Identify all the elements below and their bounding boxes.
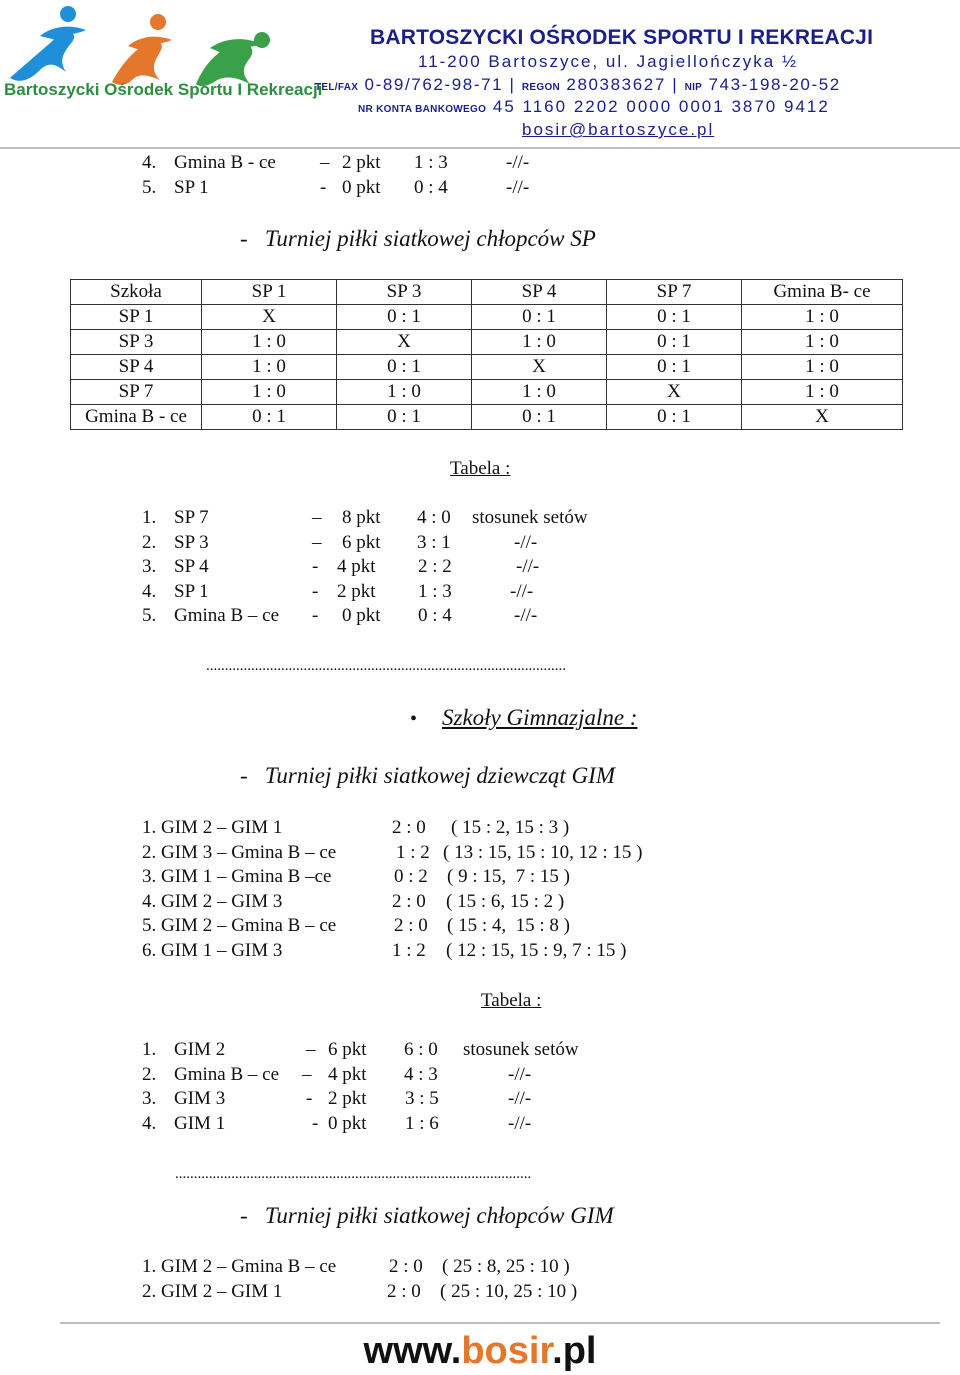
standings-num: 1. <box>142 1039 157 1060</box>
org-account-line <box>358 97 830 117</box>
grid-cell: X <box>337 330 472 355</box>
standings-num: 1. <box>142 507 157 528</box>
standings-note: -//- <box>514 532 538 553</box>
match-teams: 2. GIM 2 – GIM 1 <box>142 1281 283 1302</box>
standings-num: 4. <box>142 581 157 602</box>
standings-team: GIM 3 <box>174 1088 226 1109</box>
standings-dash: – <box>302 1064 312 1085</box>
grid-cell: 1 : 0 <box>202 380 337 405</box>
match-sets: ( 12 : 15, 15 : 9, 7 : 15 ) <box>446 940 627 961</box>
org-title: BARTOSZYCKI OŚRODEK SPORTU I REKREACJI <box>370 26 874 49</box>
standings-num: 2. <box>142 532 157 553</box>
footer-www: www. <box>363 1330 462 1372</box>
standings-title: Tabela : <box>450 458 511 479</box>
separator: | <box>509 75 516 94</box>
grid-cell: 0 : 1 <box>472 405 607 430</box>
standings-dash: - <box>306 1088 313 1109</box>
grid-cell: X <box>202 305 337 330</box>
grid-cell: 1 : 0 <box>472 380 607 405</box>
row-num: 4. <box>142 152 157 173</box>
grid-cell: SP 1 <box>71 305 202 330</box>
standings-dash: – <box>306 1039 316 1060</box>
standings-team: SP 7 <box>174 507 209 528</box>
grid-row <box>71 305 903 330</box>
grid-header-cell: SP 3 <box>337 280 472 305</box>
prev-standings-dash: - <box>320 177 327 198</box>
grid-cell: 1 : 0 <box>202 330 337 355</box>
grid-row <box>71 355 903 380</box>
section-heading-gim: Szkoły Gimnazjalne : <box>442 705 638 730</box>
standings-team: SP 1 <box>174 581 209 602</box>
standings-sets: 4 : 3 <box>404 1064 438 1085</box>
standings-num: 3. <box>142 556 157 577</box>
standings-sets: 6 : 0 <box>404 1039 438 1060</box>
standings-dash: – <box>312 507 322 528</box>
dotted-separator: ............................................................................................... <box>175 1166 532 1182</box>
grid-row <box>71 330 903 355</box>
grid-header-cell: SP 7 <box>607 280 742 305</box>
grid-cell: SP 3 <box>71 330 202 355</box>
separator: | <box>672 75 679 94</box>
match-score: 2 : 0 <box>394 915 428 936</box>
email-link[interactable]: bosir@bartoszyce.pl <box>522 120 715 139</box>
footer-tld: .pl <box>552 1330 597 1372</box>
grid-cell: SP 7 <box>71 380 202 405</box>
results-grid <box>70 279 903 430</box>
standings-sets: 4 : 0 <box>417 507 451 528</box>
footer-divider <box>60 1322 940 1324</box>
match-score: 1 : 2 <box>396 842 430 863</box>
grid-cell: X <box>472 355 607 380</box>
grid-cell: X <box>607 380 742 405</box>
match-score: 2 : 0 <box>389 1256 423 1277</box>
regon-label: REGON <box>521 82 561 93</box>
standings-num: 5. <box>142 605 157 626</box>
match-teams: 1. GIM 2 – GIM 1 <box>142 817 283 838</box>
standings-sets: 0 : 4 <box>418 605 452 626</box>
standings-dash: – <box>312 532 322 553</box>
org-address: 11-200 Bartoszyce, ul. Jagiellończyka ½ <box>418 52 799 71</box>
standings-pts: 8 pkt <box>342 507 381 528</box>
match-score: 2 : 0 <box>387 1281 421 1302</box>
grid-cell: 0 : 1 <box>607 355 742 380</box>
grid-cell: 0 : 1 <box>472 305 607 330</box>
match-teams: 4. GIM 2 – GIM 3 <box>142 891 283 912</box>
standings-note: -//- <box>516 556 540 577</box>
prev-standings-sets: 0 : 4 <box>414 177 448 198</box>
grid-cell: 1 : 0 <box>742 330 903 355</box>
prev-standings-team: Gmina B - ce <box>174 152 276 173</box>
standings-team: Gmina B – ce <box>174 1064 280 1085</box>
account-label: NR KONTA BANKOWEGO <box>358 104 487 115</box>
grid-cell: 0 : 1 <box>607 330 742 355</box>
standings-note: -//- <box>514 605 538 626</box>
grid-cell: SP 4 <box>71 355 202 380</box>
match-sets: ( 25 : 8, 25 : 10 ) <box>442 1256 570 1277</box>
prev-standings-pts: 2 pkt <box>342 152 381 173</box>
standings-pts: 0 pkt <box>342 605 381 626</box>
standings-note: stosunek setów <box>463 1039 579 1060</box>
standings-pts: 0 pkt <box>328 1113 367 1134</box>
bullet-icon: • <box>410 708 418 730</box>
standings-num: 4. <box>142 1113 157 1134</box>
match-sets: ( 15 : 6, 15 : 2 ) <box>446 891 565 912</box>
standings-team: GIM 1 <box>174 1113 226 1134</box>
standings-sets: 1 : 3 <box>418 581 452 602</box>
standings-pts: 2 pkt <box>337 581 376 602</box>
org-contact-line <box>315 75 841 95</box>
grid-header-cell: SP 4 <box>472 280 607 305</box>
regon-value: 280383627 <box>566 75 666 94</box>
prev-standings-note: -//- <box>506 152 530 173</box>
standings-sets: 3 : 1 <box>417 532 451 553</box>
grid-header-cell: Szkoła <box>71 280 202 305</box>
standings-pts: 4 pkt <box>328 1064 367 1085</box>
grid-cell: 0 : 1 <box>337 355 472 380</box>
grid-cell: 1 : 0 <box>472 330 607 355</box>
logo <box>0 0 323 110</box>
nip-value: 743-198-20-52 <box>708 75 841 94</box>
match-sets: ( 15 : 4, 15 : 8 ) <box>447 915 570 936</box>
match-teams: 6. GIM 1 – GIM 3 <box>142 940 283 961</box>
standings-team: SP 3 <box>174 532 209 553</box>
standings-pts: 6 pkt <box>342 532 381 553</box>
standings-dash: - <box>312 556 319 577</box>
standings-sets: 2 : 2 <box>418 556 452 577</box>
grid-header-row <box>71 280 903 305</box>
footer-brand: bosir <box>461 1330 553 1372</box>
match-teams: 5. GIM 2 – Gmina B – ce <box>142 915 337 936</box>
match-score: 2 : 0 <box>392 891 426 912</box>
account-value: 45 1160 2202 0000 0001 3870 9412 <box>492 97 830 116</box>
standings-num: 3. <box>142 1088 157 1109</box>
grid-cell: X <box>742 405 903 430</box>
match-sets: ( 13 : 15, 15 : 10, 12 : 15 ) <box>443 842 643 863</box>
standings-dash: - <box>312 581 319 602</box>
grid-header-cell: SP 1 <box>202 280 337 305</box>
standings-note: -//- <box>508 1113 532 1134</box>
nip-label: NIP <box>684 82 703 93</box>
grid-cell: 0 : 1 <box>202 405 337 430</box>
standings-team: Gmina B – ce <box>174 605 280 626</box>
prev-standings-team: SP 1 <box>174 177 209 198</box>
standings-note: stosunek setów <box>472 507 588 528</box>
grid-header-cell: Gmina B- ce <box>742 280 903 305</box>
standings-num: 2. <box>142 1064 157 1085</box>
tel-label: TEL/FAX <box>315 82 359 93</box>
match-teams: 2. GIM 3 – Gmina B – ce <box>142 842 337 863</box>
grid-cell: 0 : 1 <box>607 405 742 430</box>
match-teams: 3. GIM 1 – Gmina B –ce <box>142 866 332 887</box>
standings-note: -//- <box>510 581 534 602</box>
grid-cell: 1 : 0 <box>742 355 903 380</box>
standings-dash: - <box>312 1113 319 1134</box>
standings-pts: 2 pkt <box>328 1088 367 1109</box>
match-score: 1 : 2 <box>392 940 426 961</box>
standings-sets: 3 : 5 <box>405 1088 439 1109</box>
runners-logo-icon <box>0 0 290 90</box>
grid-row <box>71 380 903 405</box>
prev-standings-pts: 0 pkt <box>342 177 381 198</box>
standings-team: SP 4 <box>174 556 209 577</box>
standings-note: -//- <box>508 1064 532 1085</box>
prev-standings-row <box>142 152 156 174</box>
grid-cell: 1 : 0 <box>337 380 472 405</box>
section-heading-boys-sp: - Turniej piłki siatkowej chłopców SP <box>240 226 596 251</box>
standings-title: Tabela : <box>481 990 542 1011</box>
standings-dash: - <box>312 605 319 626</box>
header-divider <box>0 147 960 149</box>
match-score: 0 : 2 <box>394 866 428 887</box>
match-sets: ( 15 : 2, 15 : 3 ) <box>451 817 570 838</box>
prev-standings-row-num: 5. <box>142 177 157 198</box>
prev-standings-sets: 1 : 3 <box>414 152 448 173</box>
standings-note: -//- <box>508 1088 532 1109</box>
grid-cell: Gmina B - ce <box>71 405 202 430</box>
match-sets: ( 9 : 15, 7 : 15 ) <box>447 866 570 887</box>
grid-cell: 1 : 0 <box>202 355 337 380</box>
standings-pts: 4 pkt <box>337 556 376 577</box>
grid-cell: 0 : 1 <box>337 305 472 330</box>
standings-team: GIM 2 <box>174 1039 226 1060</box>
footer-website-link[interactable] <box>0 1330 960 1373</box>
section-heading-boys-gim: - Turniej piłki siatkowej chłopców GIM <box>240 1203 614 1228</box>
grid-cell: 1 : 0 <box>742 305 903 330</box>
section-heading-girls-gim: - Turniej piłki siatkowej dziewcząt GIM <box>240 763 615 788</box>
match-score: 2 : 0 <box>392 817 426 838</box>
dotted-separator: ................................................................................................ <box>206 658 566 674</box>
match-sets: ( 25 : 10, 25 : 10 ) <box>440 1281 578 1302</box>
grid-cell: 0 : 1 <box>607 305 742 330</box>
prev-standings-note: -//- <box>506 177 530 198</box>
match-teams: 1. GIM 2 – Gmina B – ce <box>142 1256 337 1277</box>
standings-sets: 1 : 6 <box>405 1113 439 1134</box>
prev-standings-dash: – <box>320 152 330 173</box>
grid-cell: 0 : 1 <box>337 405 472 430</box>
grid-cell: 1 : 0 <box>742 380 903 405</box>
logo-text: Bartoszycki Ośrodek Sportu I Rekreacji <box>4 80 323 99</box>
tel-value: 0-89/762-98-71 <box>364 75 504 94</box>
grid-row <box>71 405 903 430</box>
standings-pts: 6 pkt <box>328 1039 367 1060</box>
